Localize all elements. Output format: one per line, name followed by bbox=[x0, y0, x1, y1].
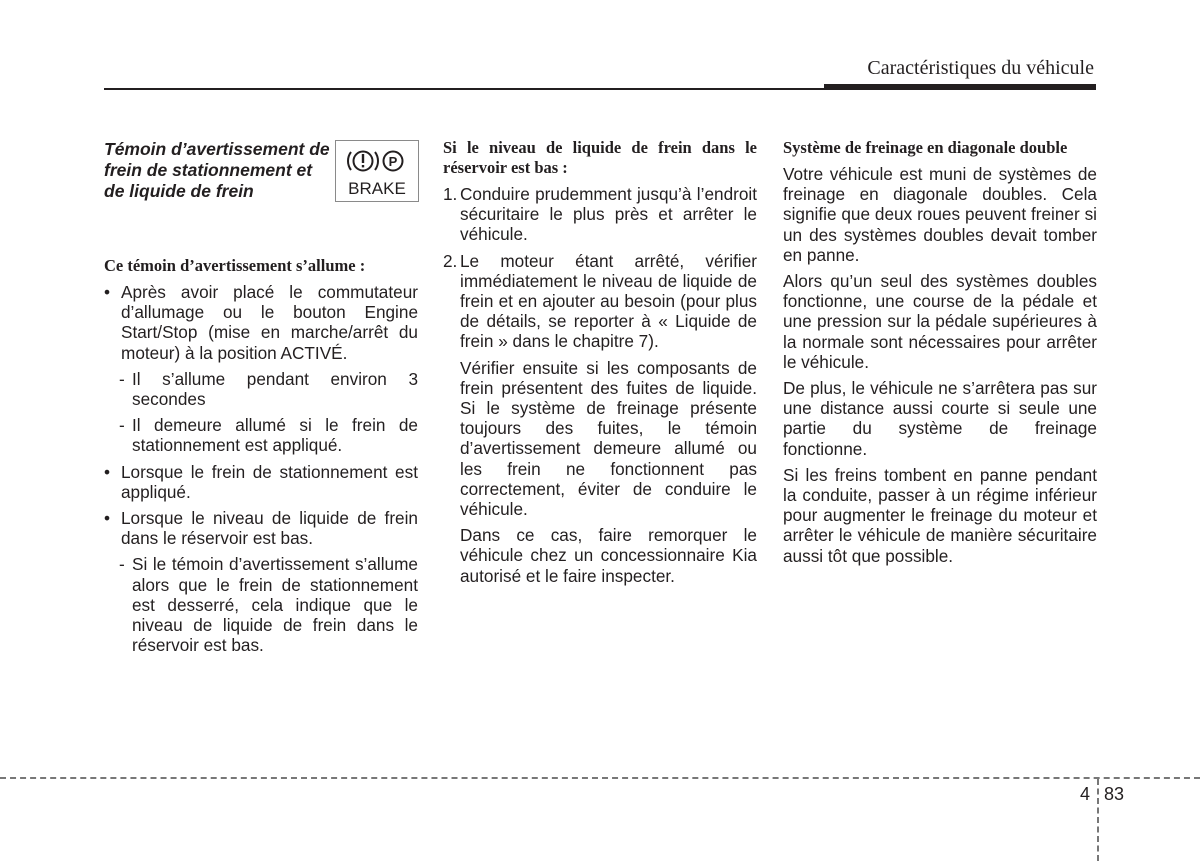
numbered-step: 2. Le moteur étant arrêté, vérifier immédiatement le niveau de liquide de frein et en ajouter au besoin (pour plus de détails, se reporter à « Liquide de frein » dans le chapitre 7). bbox=[443, 250, 757, 352]
paragraph: Dans ce cas, faire remorquer le véhicule chez un concessionnaire Kia autorisé et le faire inspecter. bbox=[460, 525, 757, 586]
paragraph: Alors qu’un seul des systèmes doubles fonctionne, une course de la pédale et une pression sur la pédale supérieures à la normale sont nécessaires pour arrêter le véhicule. bbox=[783, 271, 1097, 372]
column2-heading: Si le niveau de liquide de frein dans le réservoir est bas : bbox=[443, 138, 757, 177]
column-middle bbox=[443, 138, 757, 586]
list-item: - Il demeure allumé si le frein de stationnement est appliqué. bbox=[119, 415, 418, 456]
list-item: • Après avoir placé le commutateur d’allumage ou le bouton Engine Start/Stop (mise en marche/arrêt du moteur) à la position ACTIVÉ. bbox=[104, 282, 418, 363]
chapter-number: 4 bbox=[1080, 784, 1091, 804]
list-item: • Lorsque le niveau de liquide de frein dans le réservoir est bas. bbox=[104, 508, 418, 549]
numbered-step: 1. Conduire prudemment jusqu’à l’endroit sécuritaire le plus près et arrêter le véhicule. bbox=[443, 184, 757, 245]
warning-light-heading: Témoin d’avertissement de frein de stationnement et de liquide de frein bbox=[104, 139, 330, 201]
list-item: • Lorsque le frein de stationnement est appliqué. bbox=[104, 461, 418, 502]
brake-warning-icon bbox=[335, 140, 419, 202]
column1-subheading: Ce témoin d’avertissement s’allume : bbox=[104, 256, 366, 275]
footer-dashed-rule bbox=[0, 777, 1200, 779]
paragraph: Si les freins tombent en panne pendant la conduite, passer à un régime inférieur pour augmenter le freinage du moteur et arrêter le véhicule de manière sécuritaire aussi tôt que possible. bbox=[783, 464, 1097, 566]
list-item: - Il s’allume pendant environ 3 secondes bbox=[119, 368, 418, 410]
paragraph: Vérifier ensuite si les composants de frein présentent des fuites de liquide. Si le système de freinage présente toujours des fuites, le témoin d’avertissement demeure allumé ou les frein ne fonctionnent pas correctement, éviter de conduire le véhicule. bbox=[460, 357, 757, 520]
warning-light-block bbox=[104, 138, 418, 224]
list-item: - Si le témoin d’avertissement s’allume alors que le frein de stationnement est desserré, cela indique que le niveau de liquide de frein dans le réservoir est bas. bbox=[119, 554, 418, 656]
column3-heading: Système de freinage en diagonale double bbox=[783, 138, 1068, 157]
brake-icon-label: BRAKE bbox=[348, 179, 406, 198]
svg-text:P: P bbox=[388, 154, 398, 169]
column-left bbox=[104, 138, 418, 655]
column-right bbox=[783, 138, 1097, 566]
paragraph: Votre véhicule est muni de systèmes de freinage en diagonale doubles. Cela signifie que deux roues peuvent freiner si un des systèmes doubles devait tomber en panne. bbox=[783, 164, 1097, 265]
footer-vertical-dashed-rule bbox=[1097, 779, 1099, 861]
page-header-title: Caractéristiques du véhicule bbox=[867, 57, 1094, 79]
paragraph: De plus, le véhicule ne s’arrêtera pas sur une distance aussi courte si seule une partie du système de freinage fonctionne. bbox=[783, 378, 1097, 459]
header-rule bbox=[104, 88, 1096, 90]
page-number: 83 bbox=[1104, 784, 1125, 804]
